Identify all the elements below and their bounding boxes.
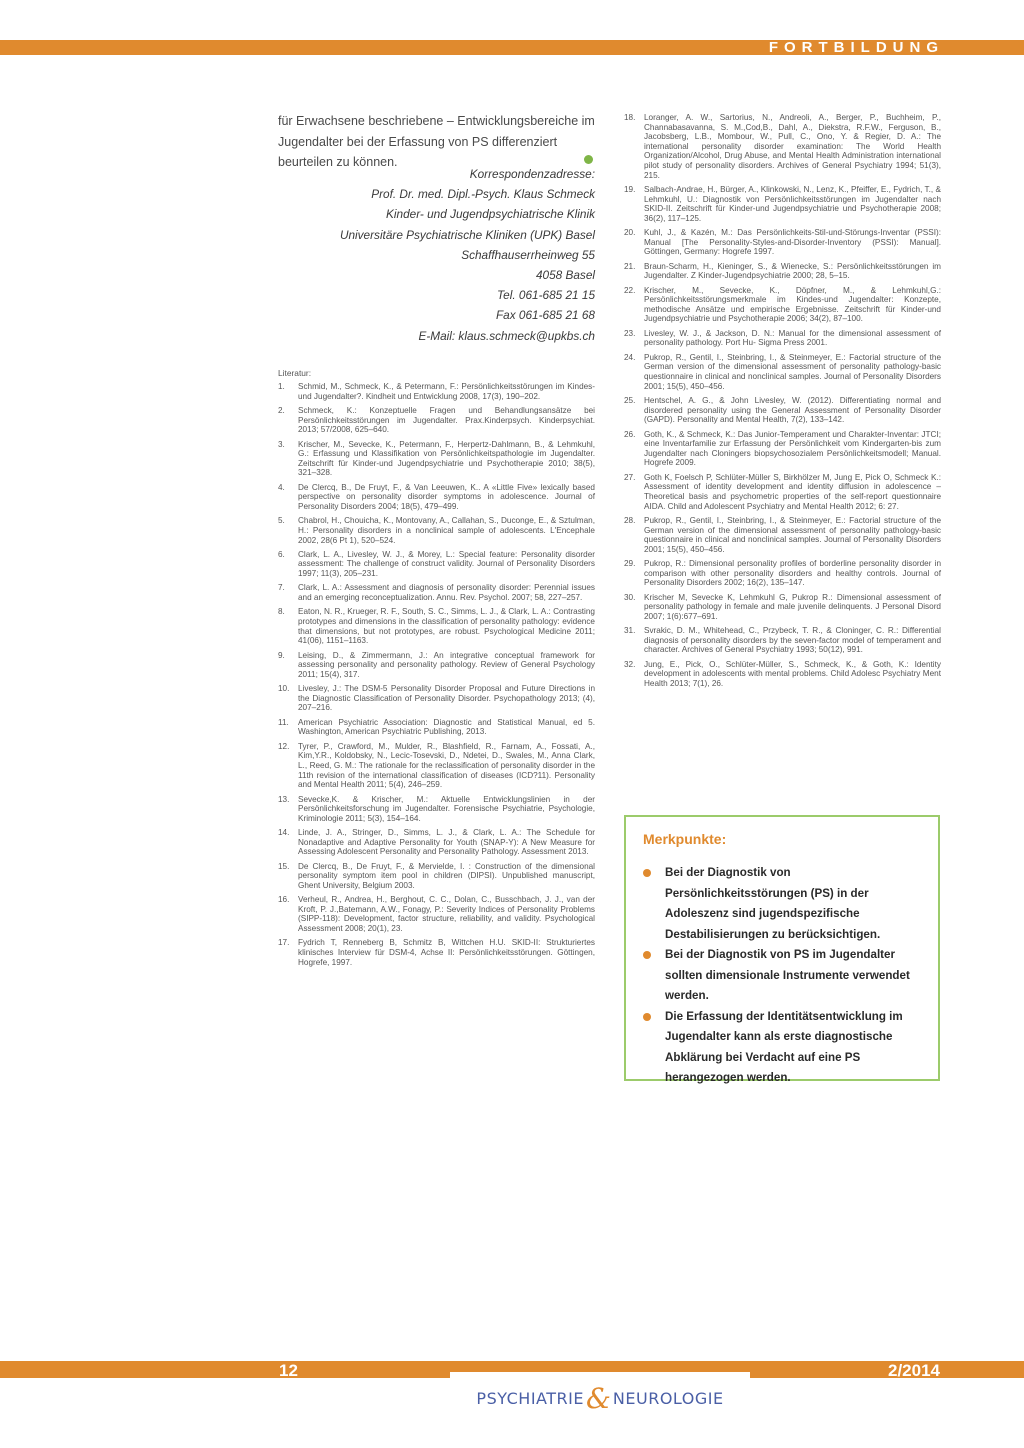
merkpunkte-box (624, 815, 940, 1084)
reference-item (278, 440, 595, 478)
reference-number: 28. (624, 515, 636, 525)
references-right-column (624, 113, 941, 693)
reference-number: 11. (278, 717, 289, 727)
reference-text: Chabrol, H., Chouicha, K., Montovany, A., Callahan, S., Duconge, E., & Sztulman, H.: Personality disorders in a nonclinical sample of adolescents. L'Encephale 2002, 28(6 Pt 1), 520–524. (298, 516, 595, 545)
reference-text: Loranger, A. W., Sartorius, N., Andreoli, A., Berger, P., Buchheim, P., Channabasavanna, S. M.,Cod,B., Dahl, A., Diekstra, R.F.W., Ferguson, B., Jacobsberg, L.B., Mombour, W., Pull, C., Ono, Y. & Regier, D. A.: The international personality disorder examination: The World Health Organization/Alcohol, Drug Abuse, and Mental Health Administration international pilot study of personality disorders. Archives of General Psychiatry 1994; 51(3), 215. (644, 113, 941, 180)
reference-text: Salbach-Andrae, H., Bürger, A., Klinkowski, N., Lenz, K., Pfeiffer, E., Fydrich, T., & Lehmkuhl, U.: Diagnostik von Persönlichkeitsstörungen im Jugendalter nach SKID-II. Zeitschrift für Kinder-und Jugendpsychiatrie und Psychotherapie 2008; 36(2), 117–125. (644, 184, 941, 223)
reference-item (624, 329, 941, 348)
reference-item (278, 828, 595, 857)
merkpunkt-item: Bei der Diagnostik von Persönlichkeitsstörungen (PS) in der Adoleszenz sind jugendspezifische Destabilisierungen zu berücksichtigen. (643, 863, 929, 945)
reference-item (624, 113, 941, 180)
reference-text: Kuhl, J., & Kazén, M.: Das Persönlichkeits-Stil-und-Störungs-Inventar (PSSI): Manual [The Personality-Styles-and-Disorder-Inventory (PSSI): Manual]. Göttingen, Germany: Hogrefe 1997. (644, 228, 941, 257)
reference-number: 23. (624, 328, 636, 338)
reference-item (624, 660, 941, 689)
reference-item (278, 651, 595, 680)
reference-text: Krischer M, Sevecke K, Lehmkuhl G, Pukrop R.: Dimensional assessment of personality pathology in female and male juvenile delinquents. J Personal Disord 2007; 1(6):677–691. (644, 592, 941, 621)
corr-email[interactable]: E-Mail: klaus.schmeck@upkbs.ch (418, 328, 595, 343)
reference-number: 10. (278, 684, 290, 694)
reference-number: 30. (624, 592, 636, 602)
reference-text: Linde, J. A., Stringer, D., Simms, L. J., & Clark, L. A.: The Schedule for Nonadaptive and Adaptive Personality for Youth (SNAP-Y): A New Measure for Assessing Adolescent Personality and Personality Pathology. Assessment 2013. (298, 828, 595, 857)
reference-text: Jung, E., Pick, O., Schlüter-Müller, S., Schmeck, K., & Goth, K.: Identity development in adolescents with mental problems. Child Adolesc Psychiatry Ment Health 2013; 7(1), 26. (644, 659, 941, 689)
reference-item (624, 473, 941, 511)
reference-text: Pukrop, R.: Dimensional personality profiles of borderline personality disorder in comparison with other personality disorders and healthy controls. Journal of Personality Disorders 2002; 16(2), 135–147. (644, 559, 941, 588)
logo-word-neurologie: NEUROLOGIE (612, 1389, 724, 1408)
reference-item (278, 862, 595, 891)
reference-text: Sevecke,K. & Krischer, M.: Aktuelle Entwicklungslinien in der Persönlichkeitsforschung im Jugendalter. Forensische Psychiatrie, Psychologie, Kriminologie 2011; 5(3), 154–164. (298, 794, 595, 823)
reference-item (624, 262, 941, 281)
correspondence-address (278, 164, 595, 346)
reference-item (278, 938, 595, 967)
reference-number: 4. (278, 482, 285, 492)
bullet-icon (643, 869, 651, 877)
reference-number: 24. (624, 352, 636, 362)
corr-phone: Tel. 061-685 21 15 (497, 288, 595, 303)
corr-clinic: Kinder- und Jugendpsychiatrische Klinik (386, 207, 595, 222)
reference-item (624, 626, 941, 655)
reference-text: Goth, K., & Schmeck, K.: Das Junior-Temperament und Charakter-Inventar: JTCI; eine Inventarfamilie zur Erfassung der Persönlichkeit vom Kindergarten-bis zum Jugendalter nach Cloningers biopsychosozialem Persönlichkeitsmodell; Manual. Hogrefe 2009. (644, 429, 941, 468)
reference-text: Svrakic, D. M., Whitehead, C., Przybeck, T. R., & Cloninger, C. R.: Differential diagnosis of personality disorders by the seven-factor model of temperament and character. Archives of General Psychiatry 1993; 50(12), 991. (644, 626, 941, 655)
reference-text: Tyrer, P., Crawford, M., Mulder, R., Blashfield, R., Farnam, A., Fossati, A., Kim,Y.R., Koldobsky, N., Lecic-Tosevski, D., Ndetei, D., Swales, M., Anna Clark, L., Reed, G. M.: The rationale for the reclassification of personality disorder in the 11th revision of the international classification of diseases (ICD?11). Personality and Mental Health 2011; 5(4), 246–259. (298, 741, 595, 790)
reference-text: Schmid, M., Schmeck, K., & Petermann, F.: Persönlichkeitsstörungen im Kindes-und Jugendalter?. Kindheit und Entwicklung 2008, 17(3), 190–202. (298, 382, 595, 401)
reference-text: Verheul, R., Andrea, H., Berghout, C. C., Dolan, C., Busschbach, J. J., van der Kroft, P. J.,Batemann, A.W., Fonagy, P.: Severity Indices of Personality Problems (SIPP-118): Development, factor structure, reliability, and validity. Psychological Assessment 2008; 20(1), 23. (298, 895, 595, 934)
reference-number: 13. (278, 794, 290, 804)
reference-item (624, 396, 941, 425)
reference-item (278, 607, 595, 645)
reference-text: Schmeck, K.: Konzeptuelle Fragen und Behandlungsansätze bei Persönlichkeitsstörungen im Jugendalter. Prax.Kinderpsych. Kinderpsychiat. 2013; 57/2008, 625–640. (298, 405, 595, 435)
reference-number: 15. (278, 861, 290, 871)
section-label: FORTBILDUNG (768, 39, 944, 56)
reference-number: 8. (278, 607, 285, 617)
reference-text: De Clercq, B., De Fruyt, F., & Mervielde, I. : Construction of the dimensional personality symptom item pool in children (DIPSI). Unpublished manuscript, Ghent University, Belgium 2003. (298, 861, 595, 890)
reference-text: Pukrop, R., Gentil, I., Steinbring, I., & Steinmeyer, E.: Factorial structure of the German version of the dimensional assessment of personality pathology-basic questionnaire in clinical and nonclinical samples. Journal of Personality Disorders 2001; 15(5), 450–456. (644, 515, 941, 554)
journal-logo (450, 1372, 750, 1418)
corr-institution: Universitäre Psychiatrische Kliniken (UPK) Basel (339, 227, 595, 242)
reference-text: Livesley, W. J., & Jackson, D. N.: Manual for the dimensional assessment of personality pathology. Port Hu- Sigma Press 2001. (644, 328, 941, 348)
reference-text: Eaton, N. R., Krueger, R. F., South, S. C., Simms, L. J., & Clark, L. A.: Contrasting prototypes and dimensions in the classification of personality pathology: evidence that dimensions, but not prototypes, are robust. Psychological Medicine 2011; 41(06), 1151–1163. (298, 607, 595, 646)
reference-number: 6. (278, 549, 285, 559)
reference-number: 3. (278, 439, 285, 449)
reference-item (278, 742, 595, 790)
reference-item (624, 286, 941, 324)
reference-number: 17. (278, 938, 290, 948)
reference-item (278, 483, 595, 512)
reference-text: Leising, D., & Zimmermann, J.: An integrative conceptual framework for assessing personality and personality pathology. Review of General Psychology 2011; 15(4), 317. (298, 650, 595, 679)
references-left-column (278, 382, 595, 972)
reference-text: Krischer, M., Sevecke, K., Petermann, F., Herpertz-Dahlmann, B., & Lehmkuhl, G.: Erfassung und Klassifikation von Persönlichkeitspathologie im Jugendalter. Zeitschrift für Kinder-und Jugendpsychiatrie und Psychotherapie 2010; 38(5), 321–328. (298, 439, 595, 478)
corr-street: Schaffhauserrheinweg 55 (461, 247, 595, 262)
bullet-icon (643, 951, 651, 959)
reference-item (278, 550, 595, 579)
reference-number: 25. (624, 396, 636, 406)
reference-text: Clark, L. A.: Assessment and diagnosis of personality disorder: Perennial issues and an emerging reconceptualization. Annu. Rev. Psychol. 2007; 58, 227–257. (298, 583, 595, 603)
reference-item (278, 895, 595, 933)
reference-number: 22. (624, 285, 636, 295)
reference-number: 1. (278, 382, 285, 391)
intro-text: für Erwachsene beschriebene – Entwicklungsbereiche im Jugendalter bei der Erfassung von PS differenziert beurteilen zu können. (278, 114, 595, 169)
issue-number: 2/2014 (888, 1361, 940, 1380)
merkpunkt-item: Bei der Diagnostik von PS im Jugendalter sollten dimensionale Instrumente verwendet werden. (643, 945, 929, 1007)
logo-word-psychiatrie: PSYCHIATRIE (476, 1389, 584, 1408)
reference-number: 5. (278, 516, 285, 526)
reference-text: Hentschel, A. G., & John Livesley, W. (2012). Differentiating normal and disordered personality using the General Assessment of Personality Disorder (GAPD). Personality and Mental Health, 7(2), 133–142. (644, 396, 941, 425)
reference-item (624, 593, 941, 622)
reference-item (278, 795, 595, 824)
reference-number: 12. (278, 741, 290, 751)
reference-item (624, 430, 941, 468)
reference-text: Pukrop, R., Gentil, I., Steinbring, I., & Steinmeyer, E.: Factorial structure of the German version of the dimensional assessment of personality pathology-basic questionnaire in clinical and nonclinical samples. Journal of Personality Disorders 2001; 15(5), 450–456. (644, 352, 941, 391)
reference-number: 26. (624, 429, 636, 439)
reference-number: 16. (278, 895, 290, 905)
reference-text: Livesley, J.: The DSM-5 Personality Disorder Proposal and Future Directions in the Diagnostic Classification of Personality Disorder. Psychopathology 2013; (4), 207–216. (298, 684, 595, 713)
page-number: 12 (279, 1361, 298, 1380)
corr-fax: Fax 061-685 21 68 (495, 308, 595, 323)
reference-item (624, 516, 941, 554)
reference-text: Braun-Scharm, H., Kieninger, S., & Wienecke, S.: Persönlichkeitsstörungen im Jugendalter. Z Kinder-Jugendpsychiatrie 2000; 28, 5–15. (644, 261, 941, 281)
reference-text: American Psychiatric Association: Diagnostic and Statistical Manual, ed 5. Washington, American Psychiatric Publishing, 2013. (298, 717, 595, 737)
reference-list-right (624, 113, 941, 689)
reference-text: Fydrich T, Renneberg B, Schmitz B, Wittchen H.U. SKID-II: Strukturiertes klinisches Interview für DSM-4, Achse II: Persönlichkeitsstörungen. Göttingen, Hogrefe, 1997. (298, 938, 595, 967)
reference-number: 31. (624, 626, 636, 636)
corr-label: Korrespondenzadresse: (469, 167, 595, 181)
merkpunkt-item: Die Erfassung der Identitätsentwicklung im Jugendalter kann als erste diagnostische Abklärung bei Verdacht auf eine PS herangezogen werden. (643, 1007, 929, 1089)
reference-text: De Clercq, B., De Fruyt, F., & Van Leeuwen, K.. A «Little Five» lexically based perspective on personality disorder symptoms in adolescence. Journal of Personality Disorders 2004; 18(5), 479–499. (298, 482, 595, 511)
reference-item (278, 516, 595, 545)
logo-ampersand: & (585, 1382, 611, 1415)
reference-number: 32. (624, 659, 636, 669)
reference-item (278, 684, 595, 713)
reference-number: 21. (624, 261, 636, 271)
reference-number: 29. (624, 559, 636, 569)
reference-number: 9. (278, 650, 285, 660)
reference-number: 7. (278, 583, 285, 593)
end-of-text-dot-icon (584, 155, 593, 164)
reference-item (624, 559, 941, 588)
reference-item (624, 228, 941, 257)
reference-item (278, 718, 595, 737)
reference-item (278, 583, 595, 602)
reference-number: 19. (624, 184, 636, 194)
reference-number: 27. (624, 472, 636, 482)
reference-text: Goth K, Foelsch P, Schlüter-Müller S, Birkhölzer M, Jung E, Pick O, Schmeck K.: Assessment of identity development and identity diffusion in adolescence – Theoretical basis and psychometric properties of the self-report questionnaire AIDA. Child and Adolescent Psychiatry and Mental Health 2012; 6: 27. (644, 472, 941, 511)
reference-item (278, 382, 595, 401)
reference-text: Clark, L. A., Livesley, W. J., & Morey, L.: Special feature: Personality disorder assessment: The challenge of construct validity. Journal of Personality Disorders 1997; 11(3), 205–231. (298, 549, 595, 579)
corr-city: 4058 Basel (535, 268, 595, 283)
reference-number: 2. (278, 405, 285, 415)
reference-number: 14. (278, 828, 290, 838)
merkpunkte-title: Merkpunkte: (643, 831, 727, 847)
reference-item (278, 406, 595, 435)
literature-heading: Literatur: (278, 368, 312, 378)
reference-item (624, 353, 941, 391)
merkpunkte-list (643, 863, 929, 1089)
bullet-icon (643, 1013, 651, 1021)
corr-name: Prof. Dr. med. Dipl.-Psych. Klaus Schmeck (371, 187, 595, 202)
reference-item (624, 185, 941, 223)
reference-number: 18. (624, 113, 636, 122)
reference-text: Krischer, M., Sevecke, K., Döpfner, M., & Lehmkuhl,G.: Persönlichkeitsstörungsmerkmale im Kindes-und Jugendalter: Konzepte, methodische Ansätze und empirische Ergebnisse. Zeitschrift für Kinder-und Jugendpsychiatrie und Psychotherapie 2006; 34(2), 87–100. (644, 285, 941, 324)
reference-list-left (278, 382, 595, 967)
reference-number: 20. (624, 228, 636, 238)
